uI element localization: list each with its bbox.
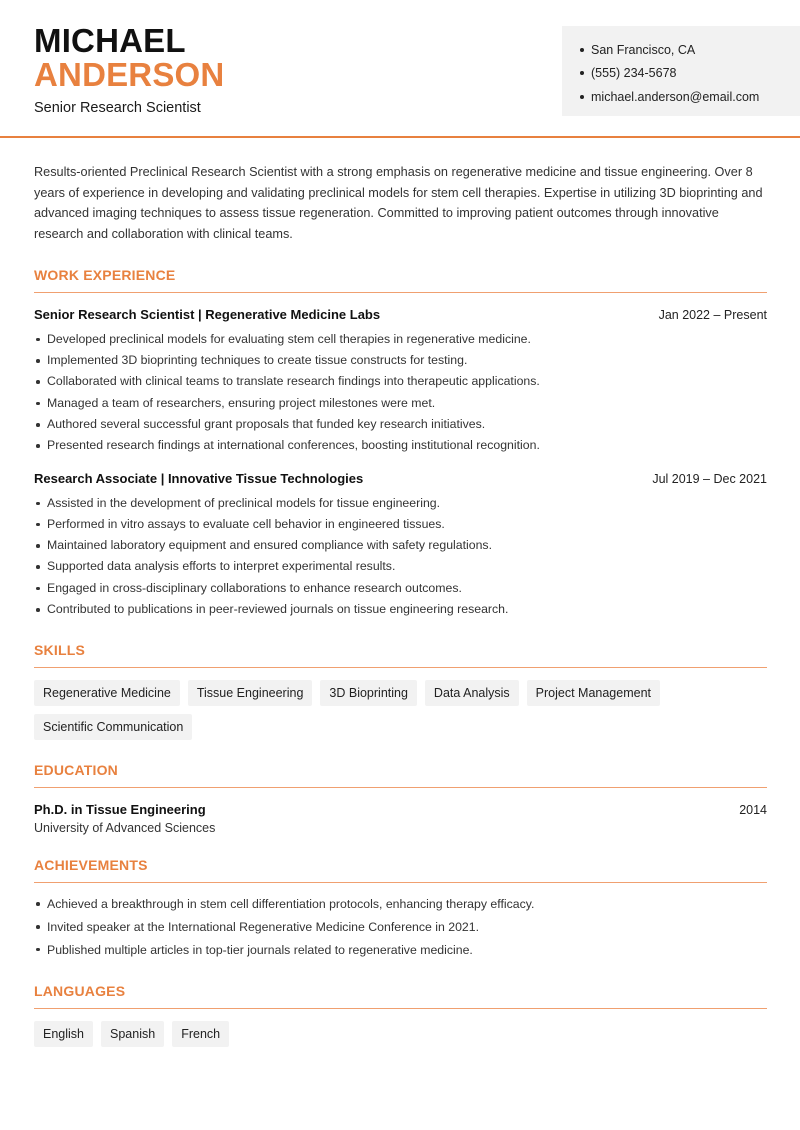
skill-tag: Project Management bbox=[527, 680, 660, 706]
contact-email-text[interactable]: michael.anderson@email.com bbox=[591, 89, 760, 104]
education-degree: Ph.D. in Tissue Engineering bbox=[34, 802, 206, 818]
contact-location-text: San Francisco, CA bbox=[591, 42, 696, 57]
section-title-languages: LANGUAGES bbox=[34, 983, 767, 1009]
list-item: Performed in vitro assays to evaluate cell behavior in engineered tissues. bbox=[34, 514, 767, 535]
education-year: 2014 bbox=[739, 803, 767, 818]
skill-tag: Tissue Engineering bbox=[188, 680, 313, 706]
list-item: Managed a team of researchers, ensuring project milestones were met. bbox=[34, 393, 767, 414]
contact-email[interactable] bbox=[580, 85, 800, 109]
list-item: Presented research findings at international conferences, boosting institutional recognition. bbox=[34, 435, 767, 456]
skill-tag: 3D Bioprinting bbox=[320, 680, 417, 706]
contact-box bbox=[562, 26, 800, 116]
education-school: University of Advanced Sciences bbox=[34, 821, 216, 836]
language-tag: Spanish bbox=[101, 1021, 164, 1047]
job-header bbox=[34, 471, 767, 486]
contact-phone-text: (555) 234-5678 bbox=[591, 66, 677, 81]
list-item: Assisted in the development of preclinical models for tissue engineering. bbox=[34, 493, 767, 514]
skill-tag: Regenerative Medicine bbox=[34, 680, 180, 706]
list-item: Maintained laboratory equipment and ensured compliance with safety regulations. bbox=[34, 535, 767, 556]
job-dates: Jul 2019 – Dec 2021 bbox=[652, 471, 767, 486]
bullet-icon bbox=[580, 95, 584, 99]
list-item: Engaged in cross-disciplinary collaborations to enhance research outcomes. bbox=[34, 578, 767, 599]
candidate-name bbox=[34, 24, 224, 92]
contact-phone bbox=[580, 62, 800, 86]
list-item: Collaborated with clinical teams to translate research findings into therapeutic applications. bbox=[34, 371, 767, 392]
list-item: Implemented 3D bioprinting techniques to create tissue constructs for testing. bbox=[34, 350, 767, 371]
resume-body bbox=[34, 162, 767, 1047]
summary-paragraph: Results-oriented Preclinical Research Scientist with a strong emphasis on regenerative medicine and tissue engineering. Over 8 years of experience in developing and validating preclinical models for stem cell therapies. Expertise in utilizing 3D bioprinting and advanced imaging techniques to assess tissue regeneration. Committed to improving patient outcomes through innovative research and collaboration with clinical teams. bbox=[34, 165, 763, 242]
bullet-icon bbox=[580, 48, 584, 52]
job-entry bbox=[34, 471, 767, 621]
job-header bbox=[34, 307, 767, 322]
language-tag: French bbox=[172, 1021, 229, 1047]
job-bullets bbox=[34, 329, 767, 457]
last-name: ANDERSON bbox=[34, 56, 225, 93]
list-item: Published multiple articles in top-tier journals related to regenerative medicine. bbox=[34, 939, 767, 962]
bullet-icon bbox=[580, 71, 584, 75]
job-dates: Jan 2022 – Present bbox=[658, 307, 767, 322]
section-title-achievements: ACHIEVEMENTS bbox=[34, 857, 767, 883]
contact-location bbox=[580, 38, 800, 62]
language-tags bbox=[34, 1021, 674, 1047]
resume-header bbox=[0, 0, 800, 138]
list-item: Authored several successful grant proposals that funded key research initiatives. bbox=[34, 414, 767, 435]
list-item: Supported data analysis efforts to interpret experimental results. bbox=[34, 556, 767, 577]
list-item: Contributed to publications in peer-reviewed journals on tissue engineering research. bbox=[34, 599, 767, 620]
skill-tag: Data Analysis bbox=[425, 680, 519, 706]
first-name: MICHAEL bbox=[34, 22, 186, 59]
achievements-list bbox=[34, 893, 767, 961]
list-item: Invited speaker at the International Regenerative Medicine Conference in 2021. bbox=[34, 916, 767, 939]
job-role: Research Associate | Innovative Tissue Technologies bbox=[34, 470, 364, 486]
list-item: Achieved a breakthrough in stem cell differentiation protocols, enhancing therapy efficacy. bbox=[34, 893, 767, 916]
skills-tags bbox=[34, 680, 674, 740]
list-item: Developed preclinical models for evaluating stem cell therapies in regenerative medicine. bbox=[34, 329, 767, 350]
job-bullets bbox=[34, 493, 767, 621]
job-role: Senior Research Scientist | Regenerative Medicine Labs bbox=[34, 306, 381, 322]
skill-tag: Scientific Communication bbox=[34, 714, 192, 740]
section-title-education: EDUCATION bbox=[34, 762, 767, 788]
job-entry bbox=[34, 307, 767, 457]
section-title-work-experience: WORK EXPERIENCE bbox=[34, 267, 767, 293]
education-header bbox=[34, 802, 767, 817]
language-tag: English bbox=[34, 1021, 93, 1047]
job-title: Senior Research Scientist bbox=[34, 100, 201, 116]
section-title-skills: SKILLS bbox=[34, 642, 767, 668]
